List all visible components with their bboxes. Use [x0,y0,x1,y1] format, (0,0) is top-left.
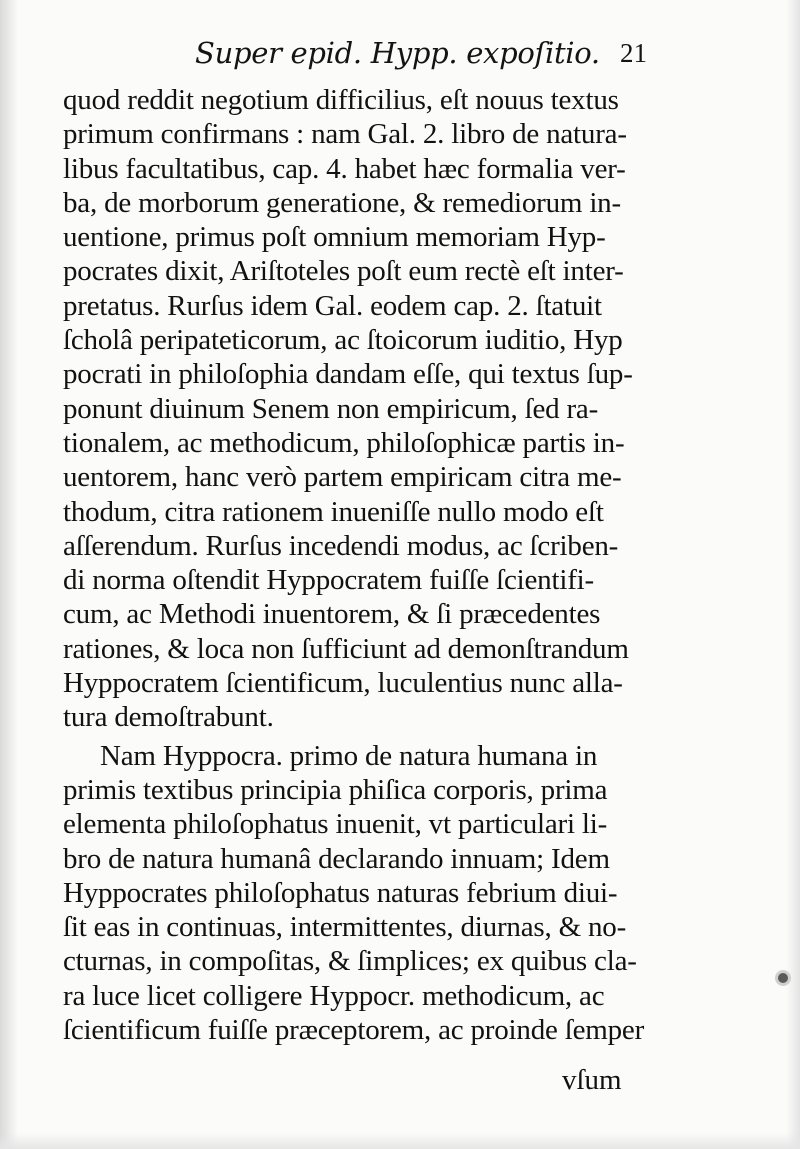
text-line: Hyppocratem ſcientificum, luculentius nunc alla- [63,667,623,700]
paragraph-start-line: Nam Hyppocra. primo de natura humana in [100,739,598,772]
page-edge-shadow-bottom [0,1133,800,1149]
text-line: tura demoſtrabunt. [63,701,274,734]
text-line: di norma oſtendit Hyppocratem fuiſſe ſcientifi- [63,564,594,597]
text-line: rationes, & loca non ſufficiunt ad demonſtrandum [63,632,629,665]
text-line: pocrati in philoſophia dandam eſſe, qui textus ſup- [63,358,633,391]
text-line: cturnas, in compoſitas, & ſimplices; ex quibus cla- [63,945,637,978]
text-line: thodum, citra rationem inueniſſe nullo modo eſt [63,495,604,528]
binding-hole-mark [778,973,788,983]
text-line: ſcholâ peripateticorum, ac ſtoicorum iuditio, Hyp [63,324,623,357]
text-line: ſcientificum fuiſſe præceptorem, ac proinde ſemper [63,1014,645,1047]
text-line: uentorem, hanc verò partem empiricam citra me- [63,461,622,494]
text-line: ſit eas in continuas, intermittentes, diurnas, & no- [63,911,627,944]
text-line: ba, de morborum generatione, & remediorum in- [63,186,621,219]
text-line: ponunt diuinum Senem non empiricum, ſed ra- [63,392,599,425]
text-line: ra luce licet colligere Hyppocr. methodicum, ac [63,979,605,1012]
text-line: libus facultatibus, cap. 4. habet hæc formalia ver- [63,152,626,185]
text-line: cum, ac Methodi inuentorem, & ſi præcedentes [63,598,601,631]
text-line: tionalem, ac methodicum, philoſophicæ partis in- [63,426,625,459]
text-line: quod reddit negotium difficilius, eſt nouus textus [63,84,619,116]
page-edge-shadow-right [786,0,800,1149]
text-line: Hyppocrates philoſophatus naturas febrium diui- [63,876,618,909]
text-line: aſſerendum. Rurſus incedendi modus, ac ſcriben- [63,529,619,562]
text-line: pretatus. Rurſus idem Gal. eodem cap. 2. ſtatuit [63,289,602,322]
text-line: primis textibus principia phiſica corporis, prima [63,773,608,806]
text-line: pocrates dixit, Ariſtoteles poſt eum rectè eſt inter- [63,255,624,288]
running-title: Super epid. Hypp. expoſitio. [195,36,600,70]
running-head [0,36,800,76]
text-line: elementa philoſophatus inuenit, vt particulari li- [63,808,608,841]
catchword: vſum [562,1064,622,1096]
text-line: bro de natura humanâ declarando innuam; Idem [63,842,610,875]
page-number: 21 [620,38,647,68]
text-line: primum confirmans : nam Gal. 2. libro de natura- [63,118,627,151]
page-edge-shadow-left [0,0,18,1149]
text-line: uentione, primus poſt omnium memoriam Hyp- [63,221,606,254]
body-text [63,83,675,1047]
